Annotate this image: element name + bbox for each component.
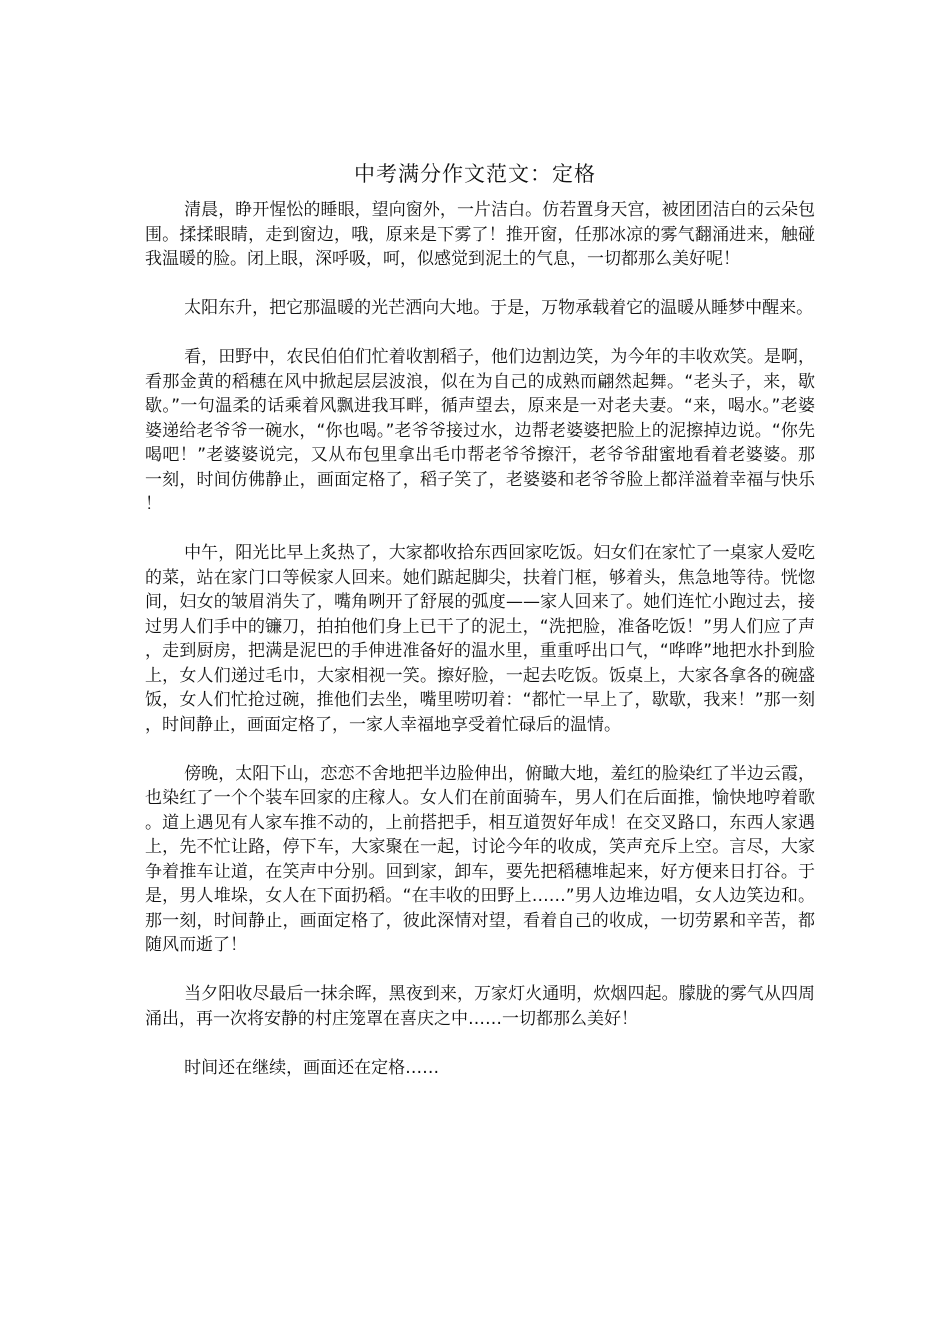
paragraph-night: 当夕阳收尽最后一抹余晖，黑夜到来，万家灯火通明，炊烟四起。朦胧的雾气从四周涌出，再一次将安静的村庄笼罩在喜庆之中……一切都那么美好！ (145, 984, 815, 1029)
paragraph-noon: 中午，阳光比早上炙热了，大家都收拾东西回家吃饭。妇女们在家忙了一桌家人爱吃的菜，站在家门口等候家人回来。她们踮起脚尖，扶着门框，够着头，焦急地等待。恍惚间，妇女的皱眉消失了，嘴角咧开了舒展的弧度——家人回来了。她们连忙小跑过去，接过男人们手中的镰刀，拍拍他们身上已干了的泥土，“洗把脸，准备吃饭！”男人们应了声，走到厨房，把满是泥巴的手伸进准备好的温水里，重重呼出口气，“哗哗”地把水扑到脸上，女人们递过毛巾，大家相视一笑。擦好脸，一起去吃饭。饭桌上，大家各拿各的碗盛饭，女人们忙抢过碗，推他们去坐，嘴里唠叨着：“都忙一早上了，歇歇，我来！”那一刻，时间静止，画面定格了，一家人幸福地享受着忙碌后的温情。 (145, 543, 815, 735)
paragraph-morning: 清晨，睁开惺忪的睡眼，望向窗外，一片洁白。仿若置身天宫，被团团洁白的云朵包围。揉揉眼睛，走到窗边，哦，原来是下雾了！推开窗，任那冰凉的雾气翻涌进来，触碰我温暖的脸。闭上眼，深呼吸，呵，似感觉到泥土的气息，一切都那么美好呢！ (145, 200, 815, 269)
paragraph-field: 看，田野中，农民伯伯们忙着收割稻子，他们边割边笑，为今年的丰收欢笑。是啊，看那金黄的稻穗在风中掀起层层波浪，似在为自己的成熟而翩然起舞。“老头子，来，歇歇。”一句温柔的话乘着风飘进我耳畔，循声望去，原来是一对老夫妻。“来，喝水。”老婆婆递给老爷爷一碗水，“你也喝。”老爷爷接过水，边帮老婆婆把脸上的泥擦掉边说。“你先喝吧！”老婆婆说完，又从布包里拿出毛巾帮老爷爷擦汗，老爷爷甜蜜地看着老婆婆。那一刻，时间仿佛静止，画面定格了，稻子笑了，老婆婆和老爷爷脸上都洋溢着幸福与快乐！ (145, 347, 815, 514)
paragraph-sunrise: 太阳东升，把它那温暖的光芒洒向大地。于是，万物承载着它的温暖从睡梦中醒来。 (184, 298, 814, 318)
document-title: 中考满分作文范文：定格 (354, 162, 596, 186)
paragraph-evening: 傍晚，太阳下山，恋恋不舍地把半边脸伸出，俯瞰大地，羞红的脸染红了半边云霞，也染红了一个个装车回家的庄稼人。女人们在前面骑车，男人们在后面推，愉快地哼着歌。道上遇见有人家车推不动的，上前搭把手，相互道贺好年成！在交叉路口，东西人家遇上，先不忙让路，停下车，大家聚在一起，讨论今年的收成，笑声充斥上空。言尽，大家争着推车让道，在笑声中分别。回到家，卸车，要先把稻穗堆起来，好方便来日打谷。于是，男人堆垛，女人在下面扔稻。“在丰收的田野上……”男人边堆边唱，女人边笑边和。那一刻，时间静止，画面定格了，彼此深情对望，看着自己的收成，一切劳累和辛苦，都随风而逝了！ (145, 763, 815, 955)
paragraph-ending: 时间还在继续，画面还在定格…… (184, 1057, 440, 1078)
document-body (145, 198, 815, 1105)
